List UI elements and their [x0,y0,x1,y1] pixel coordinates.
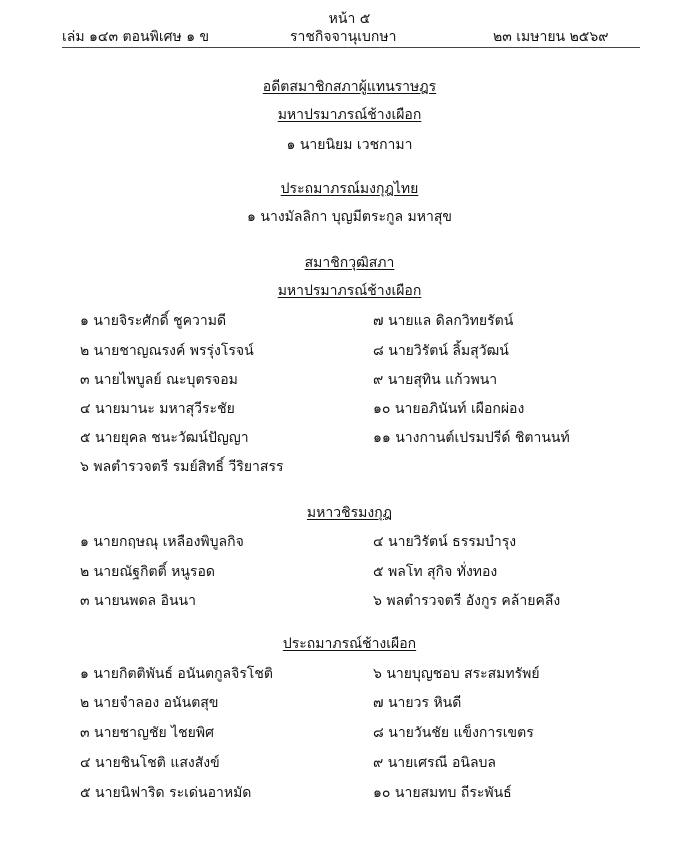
list-item: ๔ นายวิรัตน์ ธรรมบำรุง [373,534,517,550]
section-title-former-mps: อดีตสมาชิกสภาผู้แทนราษฎร [262,79,437,95]
list-item: ๓ นายนพดล อินนา [80,593,196,609]
list-item: ๖ พลตำรวจตรี อังกูร คล้ายคลึง [373,593,561,609]
section-subtitle-former-mps: มหาปรมาภรณ์ช้างเผือก [277,107,422,123]
section-title-crown: ประถมาภรณ์มงกุฎไทย [280,181,419,197]
list-item: ๙ นายสุทิน แก้วพนา [373,372,498,388]
list-item: ๕ นายนิฟาริด ระเด่นอาหมัด [80,785,252,801]
list-item: ๑๑ นางกานต์เปรมปรีด์ ชิตานนท์ [373,430,570,446]
list-item: ๑ นายจิระศักดิ์ ชูความดี [80,313,227,329]
list-item: ๒ นายชาญณรงค์ พรรุ่งโรจน์ [80,343,254,359]
list-item: ๑ นางมัลลิกา บุญมีตระกูล มหาสุข [247,209,452,225]
page-number: หน้า ๕ [328,11,371,27]
list-item: ๑๐ นายสมทบ ถีระพันธ์ [373,785,512,801]
section-subtitle-senate: มหาปรมาภรณ์ช้างเผือก [277,283,422,299]
header-rule [62,47,640,48]
list-item: ๑ นายนิยม เวชกามา [286,137,413,153]
section-title-mahavichira: มหาวชิรมงกุฎ [306,505,393,521]
list-item: ๓ นายชาญชัย ไชยพิศ [80,725,214,741]
list-item: ๙ นายเศรณี อนิลบล [373,755,496,771]
list-item: ๖ พลตำรวจตรี รมย์สิทธิ์ วีริยาสรร [80,459,284,475]
publication-date: ๒๓ เมษายน ๒๕๖๙ [493,29,609,45]
list-item: ๓ นายไพบูลย์ ณะบุตรจอม [80,372,238,388]
list-item: ๒ นายณัฐกิตติ์ หนูรอด [80,564,215,580]
list-item: ๕ พลโท สุกิจ ทั่งทอง [373,564,498,580]
list-item: ๕ นายยุคล ชนะวัฒน์ปัญญา [80,430,249,446]
list-item: ๒ นายจำลอง อนันตสุข [80,695,219,711]
list-item: ๑๐ นายอภินันท์ เผือกผ่อง [373,401,525,417]
list-item: ๖ นายบุญชอบ สระสมทรัพย์ [373,666,540,682]
list-item: ๘ นายวันชัย แข็งการเขตร [373,725,534,741]
list-item: ๔ นายมานะ มหาสุวีระชัย [80,401,235,417]
volume-info: เล่ม ๑๔๓ ตอนพิเศษ ๑ ข [62,29,210,45]
list-item: ๗ นายวร หินดี [373,695,462,711]
publication-name: ราชกิจจานุเบกษา [290,29,397,45]
list-item: ๘ นายวิรัตน์ ลิ้มสุวัฒน์ [373,343,509,359]
list-item: ๔ นายชินโชติ แสงสังข์ [80,755,220,771]
section-title-senate: สมาชิกวุฒิสภา [304,255,395,271]
section-title-pratham: ประถมาภรณ์ช้างเผือก [282,636,417,652]
list-item: ๑ นายกฤษณุ เหลืองพิบูลกิจ [80,534,244,550]
list-item: ๗ นายแล ดิลกวิทยรัตน์ [373,313,514,329]
list-item: ๑ นายกิตติพันธ์ อนันตกูลจิรโชติ [80,666,273,682]
